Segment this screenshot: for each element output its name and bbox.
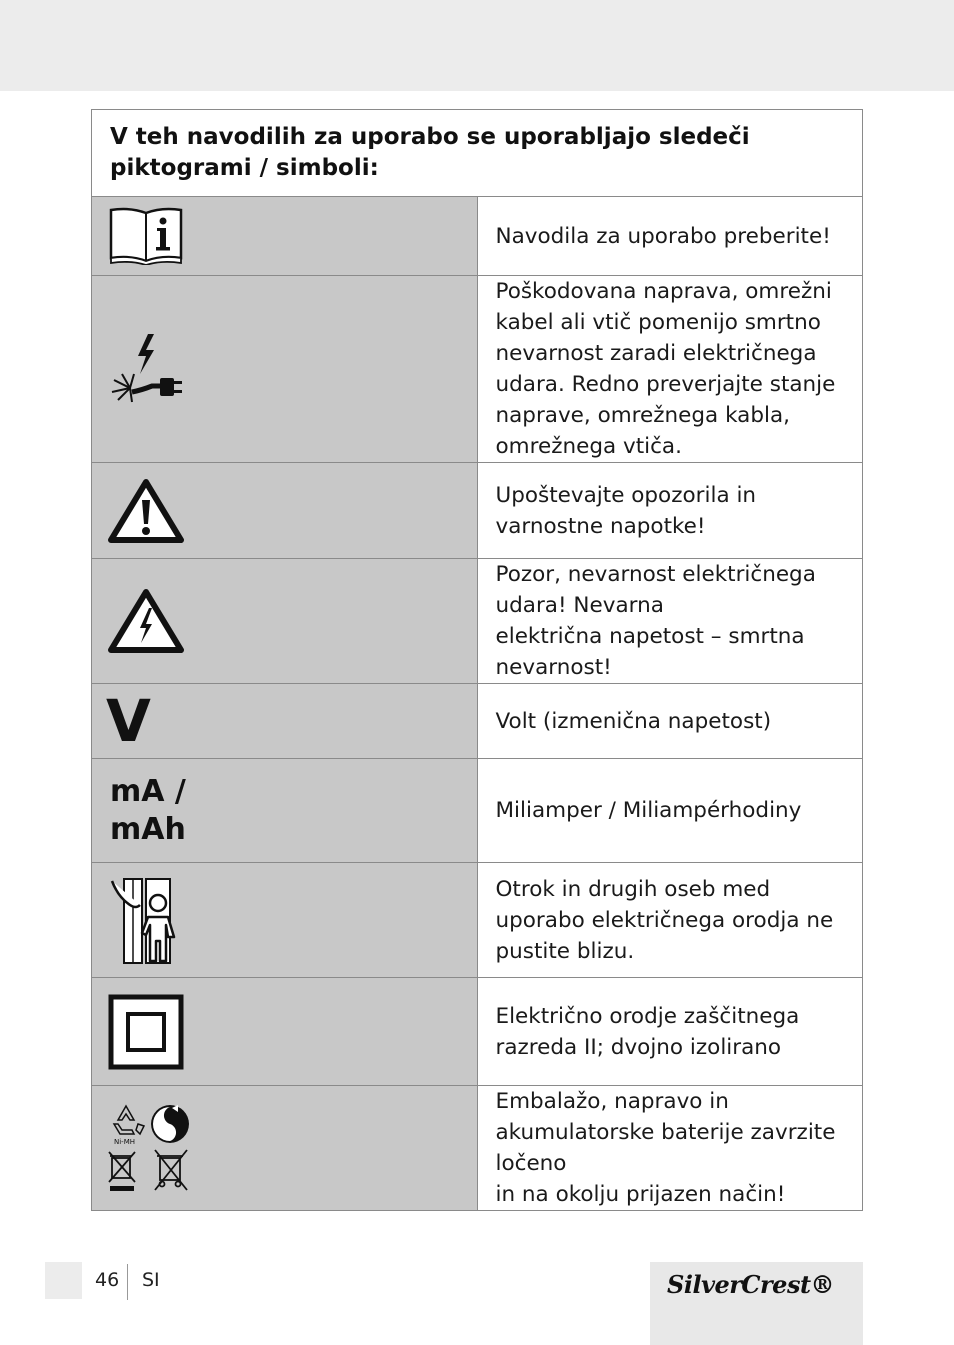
row-text: Električno orodje zaščitnega razreda II; dvojno izolirano	[495, 1003, 800, 1060]
page-number: 46	[95, 1269, 120, 1291]
table-row	[92, 463, 863, 559]
table-header-row	[92, 110, 863, 197]
recycle-label: Ni-MH	[114, 1138, 136, 1146]
protection-class-ii-icon	[108, 994, 184, 1070]
crossed-bin-icon	[109, 1152, 135, 1182]
row-text: Navodila za uporabo preberite!	[495, 223, 831, 249]
electric-hazard-triangle-icon	[108, 588, 184, 654]
language-code: SI	[142, 1269, 160, 1291]
row-text: in na okolju prijazen način!	[495, 1182, 786, 1207]
table-row	[92, 1086, 863, 1211]
row-text: pustite blizu.	[495, 938, 635, 964]
row-text: Miliamper / Miliampérhodiny	[495, 798, 802, 823]
row-text: Embalažo, napravo in akumulatorske baterije zavrzite ločeno	[495, 1089, 836, 1176]
footer-divider	[127, 1264, 128, 1300]
table-row	[92, 863, 863, 978]
row-text: naprave, omrežnega kabla, omrežnega vtiča.	[495, 403, 790, 459]
warning-triangle-icon	[108, 478, 184, 544]
damaged-cable-shock-icon	[108, 332, 184, 406]
green-dot-icon	[151, 1105, 189, 1143]
table-row	[92, 276, 863, 463]
volt-symbol: V	[106, 687, 151, 755]
row-text: Upoštevajte opozorila in varnostne napotke!	[495, 482, 757, 539]
row-text: Poškodovana naprava, omrežni kabel ali vtič pomenijo smrtno	[495, 279, 832, 335]
child-keep-away-icon	[108, 875, 184, 965]
table-row	[92, 684, 863, 759]
symbols-table	[91, 109, 863, 1211]
table-header: V teh navodilih za uporabo se uporabljajo sledeči piktogrami / simboli:	[92, 110, 863, 197]
table-row	[92, 197, 863, 276]
row-text: električna napetost – smrtna nevarnost!	[495, 624, 805, 680]
crossed-bin-icon	[155, 1150, 187, 1190]
row-text: Pozor, nevarnost električnega udara! Nevarna	[495, 562, 816, 618]
recycle-icon	[114, 1106, 144, 1134]
top-band	[0, 0, 954, 91]
table-row	[92, 978, 863, 1086]
row-text: nevarnost zaradi električnega udara. Redno preverjajte stanje	[495, 341, 836, 397]
table-row	[92, 559, 863, 684]
milliamp-symbol: mA / mAh	[110, 773, 186, 847]
row-text: Volt (izmenična napetost)	[495, 708, 772, 734]
manual-info-icon	[108, 207, 184, 265]
recycling-disposal-icons	[108, 1102, 190, 1194]
row-text: Otrok in drugih oseb med uporabo električnega orodja ne	[495, 876, 834, 933]
table-row	[92, 759, 863, 863]
brand-logo: SilverCrest®	[667, 1270, 835, 1299]
footer-tab	[45, 1262, 82, 1299]
